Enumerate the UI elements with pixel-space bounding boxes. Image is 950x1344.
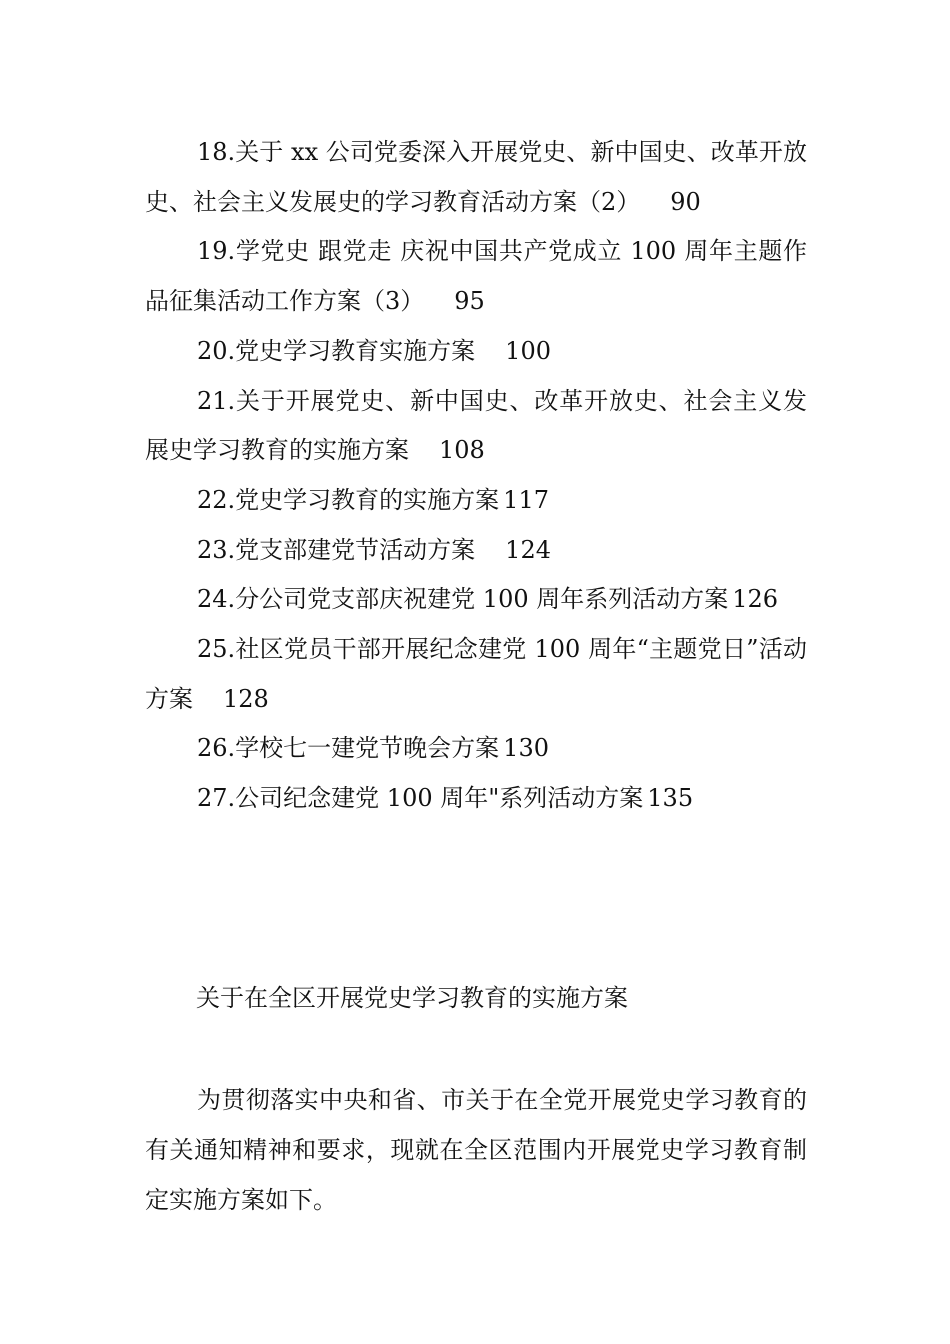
- toc-entry-page: 135: [647, 784, 694, 813]
- toc-entry[interactable]: [145, 625, 807, 724]
- toc-entry[interactable]: [145, 327, 807, 377]
- toc-entry-title: 27.公司纪念建党 100 周年"系列活动方案: [197, 784, 644, 813]
- toc-entry-title: 20.党史学习教育实施方案: [197, 336, 476, 365]
- toc-entry-title: 18.关于 xx 公司党委深入开展党史、新中国史、改革开放史、社会主义发展史的学习教育活动方案（2）: [145, 138, 807, 216]
- toc-entry[interactable]: [145, 724, 807, 774]
- toc-entry-title: 25.社区党员干部开展纪念建党 100 周年“主题党日”活动方案: [145, 635, 807, 713]
- toc-entry-title: 21.关于开展党史、新中国史、改革开放史、社会主义发展史学习教育的实施方案: [145, 386, 807, 465]
- toc-entry[interactable]: [145, 377, 807, 476]
- toc-entry[interactable]: [145, 128, 807, 227]
- toc-entry-page: 108: [439, 436, 485, 465]
- toc-entry-page: 128: [223, 684, 269, 713]
- toc-entry-title: 22.党史学习教育的实施方案: [197, 485, 500, 514]
- toc-entry-page: 117: [503, 485, 549, 514]
- toc-entry[interactable]: [145, 526, 807, 576]
- toc-entry-title: 19.学党史 跟党走 庆祝中国共产党成立 100 周年主题作品征集活动工作方案（3）: [145, 237, 807, 316]
- toc-entry-title: 26.学校七一建党节晚会方案: [197, 734, 500, 763]
- toc-entry[interactable]: [145, 227, 807, 326]
- section-title: 关于在全区开展党史学习教育的实施方案: [196, 984, 628, 1012]
- toc-entry-title: 23.党支部建党节活动方案: [197, 535, 476, 564]
- toc-entry-page: 130: [503, 734, 549, 763]
- table-of-contents: [145, 128, 807, 824]
- toc-entry-page: 126: [732, 585, 779, 614]
- toc-entry-page: 90: [670, 187, 701, 216]
- toc-entry-page: 100: [505, 336, 551, 365]
- toc-entry-title: 24.分公司党支部庆祝建党 100 周年系列活动方案: [197, 585, 729, 614]
- toc-entry[interactable]: [145, 575, 807, 625]
- toc-entry-page: 95: [454, 287, 485, 316]
- intro-paragraph: 为贯彻落实中央和省、市关于在全党开展党史学习教育的有关通知精神和要求，现就在全区范围内开展党史学习教育制定实施方案如下。: [145, 1086, 807, 1214]
- toc-entry[interactable]: [145, 476, 807, 526]
- toc-entry[interactable]: [145, 774, 807, 824]
- toc-entry-page: 124: [505, 535, 551, 564]
